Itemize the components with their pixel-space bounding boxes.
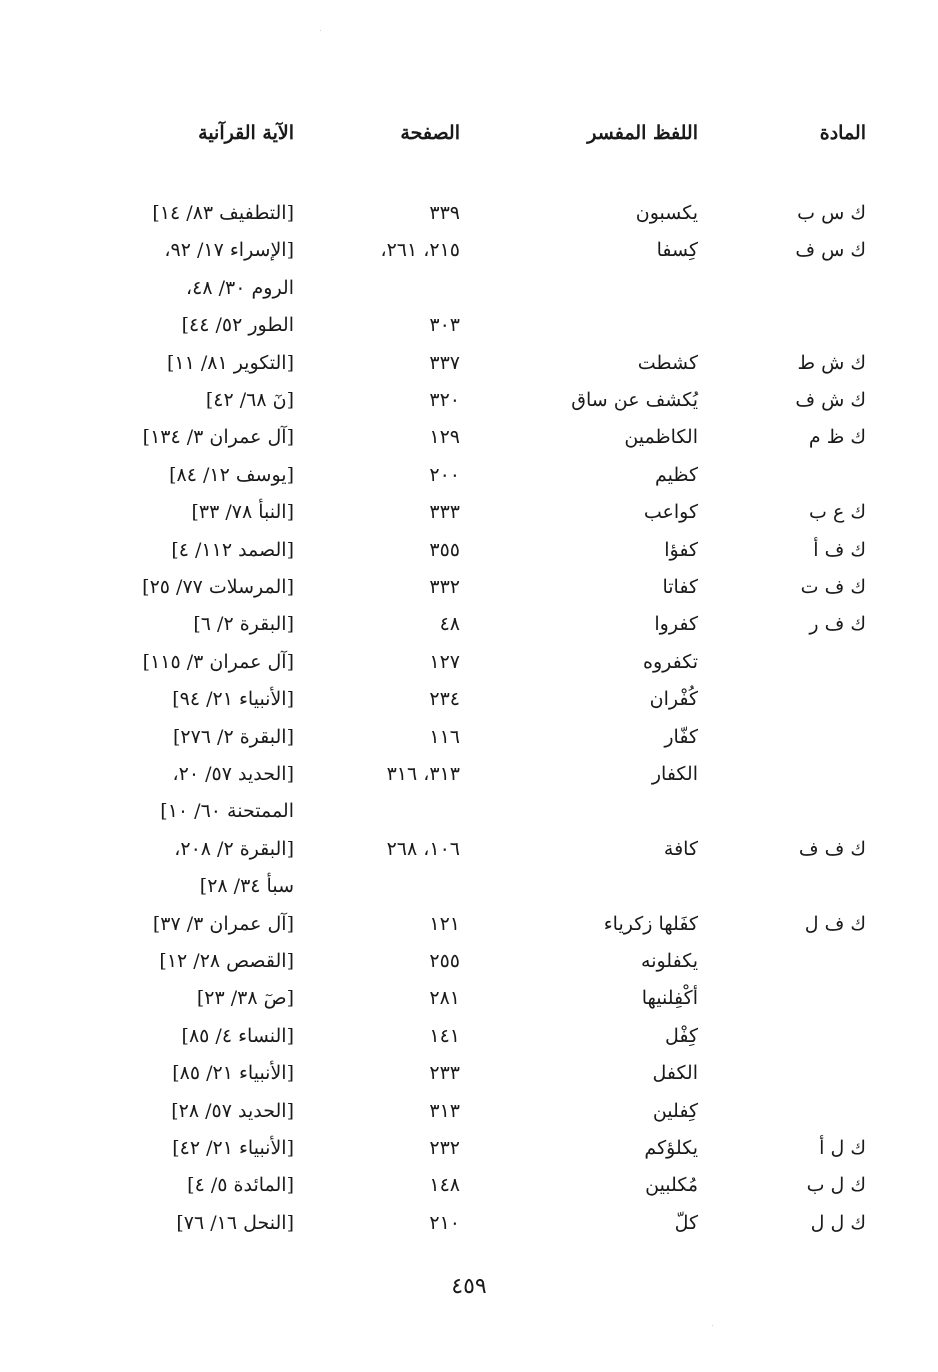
cell-verse: [الإسراء ١٧/ ٩٢،	[164, 239, 294, 261]
cell-page: ٢١٠	[429, 1212, 460, 1234]
cell-material: ك ظ م	[808, 426, 866, 448]
cell-verse: [النساء ٤/ ٨٥]	[181, 1025, 294, 1047]
cell-word: الكاظمين	[624, 426, 698, 448]
cell-verse: الروم ٣٠/ ٤٨،	[186, 277, 294, 299]
page-number: ٤٥٩	[451, 1274, 487, 1299]
cell-page: ٣٢٠	[429, 389, 460, 411]
cell-page: ٢٥٥	[429, 950, 460, 972]
cell-page: ٣٣٢	[429, 576, 460, 598]
cell-page: ١٢٩	[429, 426, 460, 448]
cell-material: ك ل ل	[810, 1212, 866, 1234]
cell-page: ١٢١	[429, 913, 460, 935]
cell-word: كُفْران	[649, 688, 698, 710]
cell-verse: [المائدة ٥/ ٤]	[187, 1174, 294, 1196]
cell-page: ٣١٣، ٣١٦	[386, 763, 460, 785]
cell-page: ١٤١	[429, 1025, 460, 1047]
cell-page: ٣٠٣	[429, 314, 460, 336]
scan-speck	[320, 30, 321, 31]
cell-page: ١٢٧	[429, 651, 460, 673]
header-page: الصفحة	[400, 122, 460, 144]
cell-verse: [البقرة ٢/ ٦]	[193, 613, 294, 635]
cell-page: ١١٦	[429, 726, 460, 748]
cell-material: ك ش ف	[795, 389, 866, 411]
cell-page: ٣٣٩	[429, 202, 460, 224]
cell-verse: [آل عمران ٣/ ١١٥]	[142, 651, 294, 673]
cell-material: ك ف ت	[800, 576, 866, 598]
cell-page: ١٠٦، ٢٦٨	[386, 838, 460, 860]
cell-material: ك ف أ	[813, 539, 866, 561]
header-word: اللفظ المفسر	[587, 122, 698, 144]
cell-word: كفَلها زكرياء	[603, 913, 698, 935]
cell-page: ٢٣٢	[429, 1137, 460, 1159]
cell-word: كظيم	[654, 464, 698, 486]
cell-word: يكفلونه	[641, 950, 698, 972]
cell-verse: [يوسف ١٢/ ٨٤]	[169, 464, 294, 486]
cell-word: مُكلبين	[645, 1174, 698, 1196]
cell-word: كفّار	[664, 726, 698, 748]
cell-verse: [الحديد ٥٧/ ٢٠،	[172, 763, 294, 785]
cell-page: ٣٣٧	[429, 352, 460, 374]
cell-verse: الممتحنة ٦٠/ ١٠]	[160, 800, 294, 822]
cell-word: كشطت	[637, 352, 698, 374]
cell-material: ك س ف	[795, 239, 866, 261]
cell-verse: [نٓ ٦٨/ ٤٢]	[205, 389, 294, 411]
cell-word: يكسبون	[635, 202, 698, 224]
cell-material: ك ف ر	[809, 613, 866, 635]
cell-word: يكلؤكم	[644, 1137, 698, 1159]
cell-verse: [البقرة ٢/ ٢٧٦]	[172, 726, 294, 748]
cell-verse: [النحل ١٦/ ٧٦]	[176, 1212, 294, 1234]
cell-verse: [آل عمران ٣/ ١٣٤]	[142, 426, 294, 448]
cell-word: كفؤا	[664, 539, 698, 561]
cell-word: كِسفا	[656, 239, 698, 261]
cell-material: ك ل أ	[819, 1137, 866, 1159]
cell-page: ٢٣٣	[429, 1062, 460, 1084]
cell-verse: [النبأ ٧٨/ ٣٣]	[191, 501, 294, 523]
cell-material: ك س ب	[797, 202, 866, 224]
cell-word: يُكشف عن ساق	[571, 389, 698, 411]
cell-word: كفروا	[654, 613, 698, 635]
cell-verse: [آل عمران ٣/ ٣٧]	[152, 913, 294, 935]
cell-verse: [الأنبياء ٢١/ ٤٢]	[172, 1137, 294, 1159]
cell-page: ٤٨	[439, 613, 460, 635]
cell-word: الكفل	[652, 1062, 698, 1084]
header-material: المادة	[819, 122, 866, 144]
cell-page: ٣٣٣	[429, 501, 460, 523]
cell-word: كِفلين	[652, 1100, 698, 1122]
cell-verse: [التكوير ٨١/ ١١]	[166, 352, 294, 374]
cell-material: ك ش ط	[797, 352, 866, 374]
cell-verse: [البقرة ٢/ ٢٠٨،	[174, 838, 294, 860]
cell-word: أكْفِلنيها	[641, 987, 698, 1009]
cell-page: ٣١٣	[429, 1100, 460, 1122]
cell-page: ٢١٥، ٢٦١،	[380, 239, 460, 261]
cell-verse: [الصمد ١١٢/ ٤]	[171, 539, 294, 561]
cell-page: ٢٠٠	[429, 464, 460, 486]
cell-verse: الطور ٥٢/ ٤٤]	[181, 314, 294, 336]
cell-verse: [صٓ ٣٨/ ٢٣]	[196, 987, 294, 1009]
cell-material: ك ف ف	[798, 838, 866, 860]
cell-word: كواعب	[643, 501, 698, 523]
cell-material: ك ف ل	[804, 913, 866, 935]
cell-word: كافة	[663, 838, 698, 860]
scan-speck	[712, 1325, 713, 1326]
cell-word: الكفار	[651, 763, 698, 785]
header-verse: الآية القرآنية	[198, 122, 294, 144]
cell-verse: [المرسلات ٧٧/ ٢٥]	[142, 576, 294, 598]
cell-page: ٢٨١	[429, 987, 460, 1009]
cell-verse: [الأنبياء ٢١/ ٨٥]	[172, 1062, 294, 1084]
cell-verse: [التطفيف ٨٣/ ١٤]	[152, 202, 294, 224]
cell-word: كفاتا	[662, 576, 698, 598]
cell-page: ١٤٨	[429, 1174, 460, 1196]
cell-material: ك ل ب	[806, 1174, 866, 1196]
cell-verse: [القصص ٢٨/ ١٢]	[159, 950, 294, 972]
cell-page: ٣٥٥	[429, 539, 460, 561]
cell-word: كلّ	[674, 1212, 698, 1234]
cell-material: ك ع ب	[809, 501, 866, 523]
cell-word: كِفْل	[664, 1025, 698, 1047]
cell-verse: سبأ ٣٤/ ٢٨]	[199, 875, 294, 897]
cell-word: تكفروه	[642, 651, 698, 673]
cell-verse: [الأنبياء ٢١/ ٩٤]	[172, 688, 294, 710]
cell-page: ٢٣٤	[429, 688, 460, 710]
cell-verse: [الحديد ٥٧/ ٢٨]	[171, 1100, 294, 1122]
